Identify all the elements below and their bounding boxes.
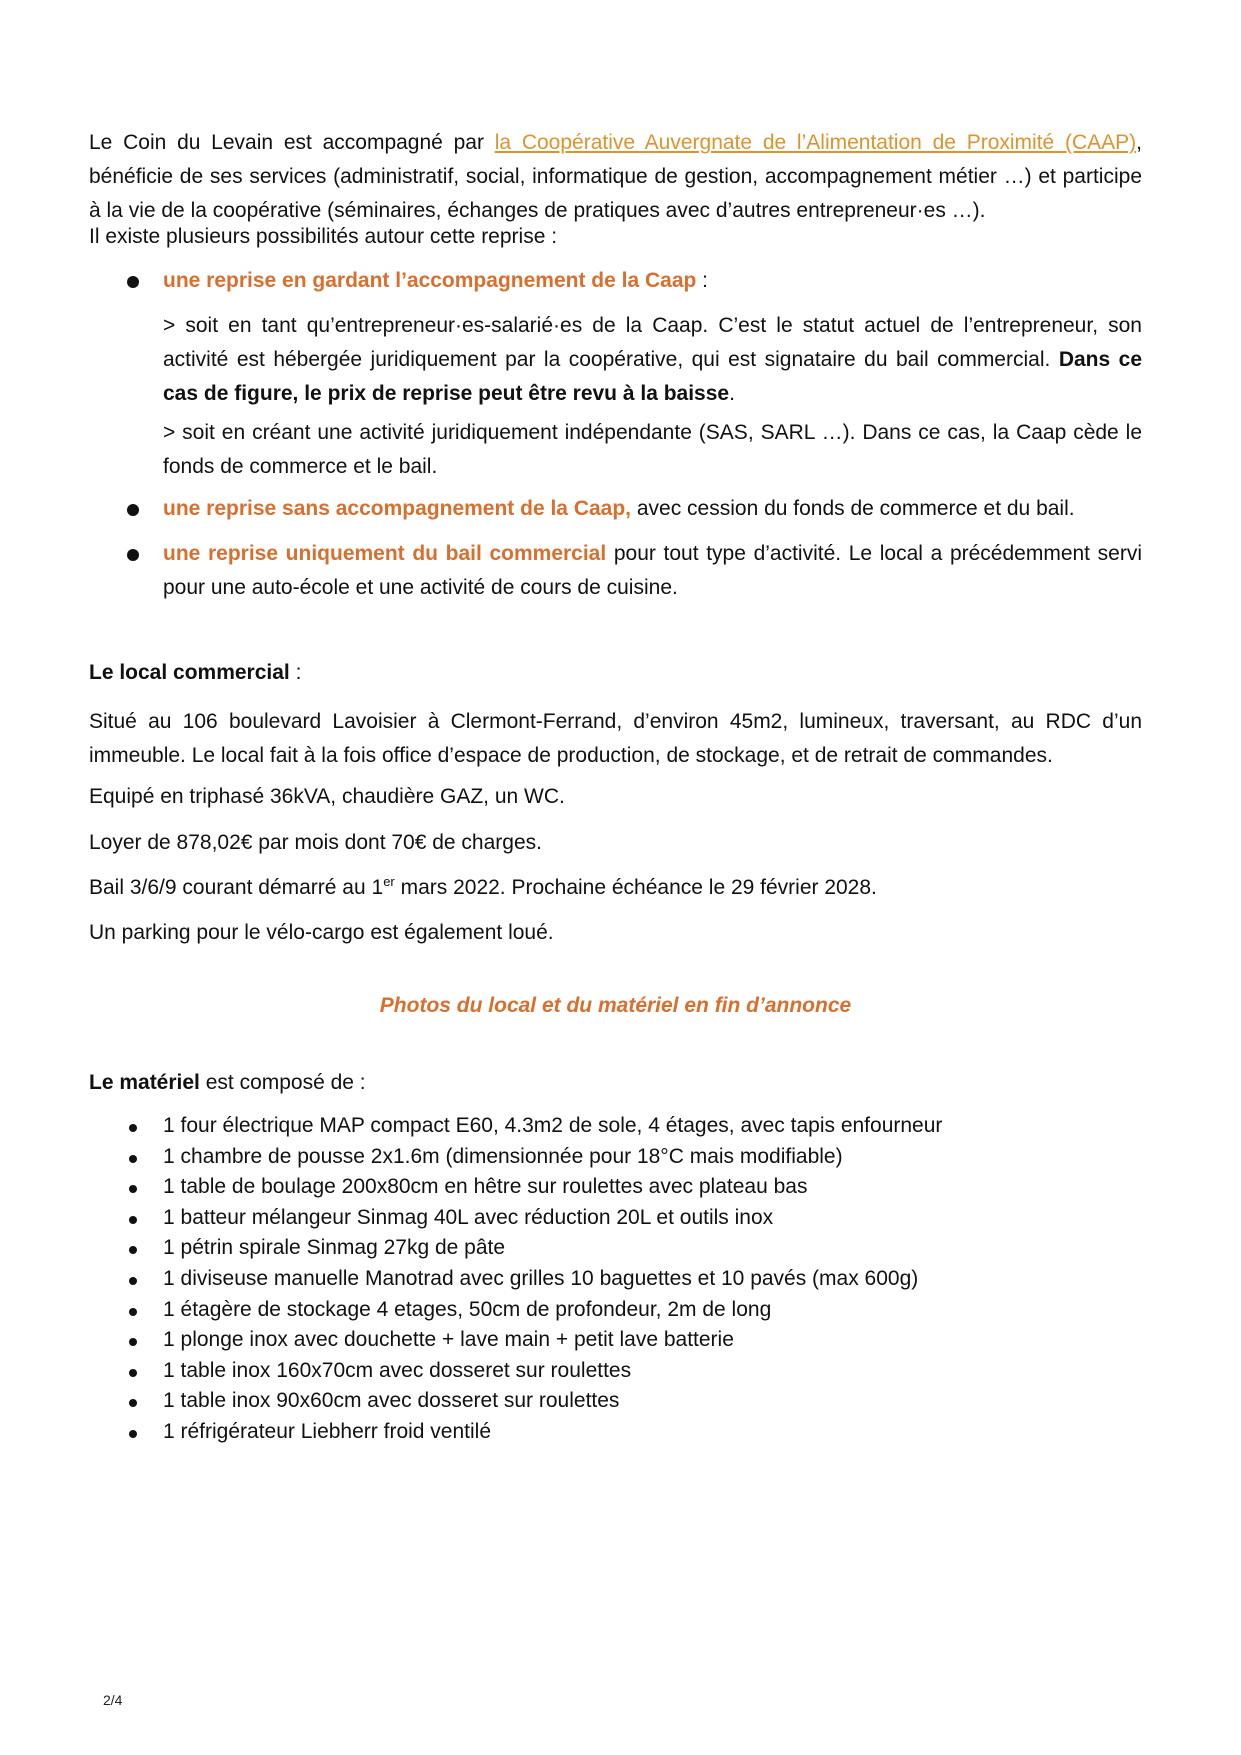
list-item bbox=[89, 1325, 1142, 1356]
option-2 bbox=[89, 492, 1142, 526]
list-item bbox=[89, 1386, 1142, 1417]
list-item-text: 1 plonge inox avec douchette + lave main + petit lave batterie bbox=[163, 1328, 734, 1352]
bullet-icon bbox=[129, 1216, 137, 1224]
list-item bbox=[89, 1142, 1142, 1173]
bullet-icon bbox=[129, 1430, 137, 1438]
materiel-heading bbox=[89, 1066, 366, 1100]
intro-prefix: Le Coin du Levain est accompagné par bbox=[89, 131, 495, 154]
list-item-text: 1 table inox 160x70cm avec dosseret sur roulettes bbox=[163, 1358, 632, 1382]
local-parking: Un parking pour le vélo-cargo est également loué. bbox=[89, 921, 554, 944]
materiel-list bbox=[89, 1111, 1142, 1448]
list-item-text: 1 étagère de stockage 4 etages, 50cm de profondeur, 2m de long bbox=[163, 1297, 772, 1321]
materiel-heading-text: Le matériel bbox=[89, 1071, 200, 1094]
option-3-rest: pour tout type d’activité. Le local a précédemment servi pour une auto-école et une activité de cours de cuisine. bbox=[163, 542, 1142, 599]
list-item bbox=[89, 1356, 1142, 1387]
bullet-icon bbox=[127, 276, 139, 288]
option-1-highlight: une reprise en gardant l’accompagnement de la Caap bbox=[163, 269, 697, 292]
bullet-icon bbox=[129, 1246, 137, 1254]
bullet-icon bbox=[127, 504, 139, 516]
local-heading-text: Le local commercial bbox=[89, 661, 290, 684]
option-2-highlight: une reprise sans accompagnement de la Caap, bbox=[163, 497, 632, 520]
sub-1-end: . bbox=[729, 382, 735, 405]
local-description: Situé au 106 boulevard Lavoisier à Clermont-Ferrand, d’environ 45m2, lumineux, traversant, au RDC d’un immeuble. Le local fait à la fois office d’espace de production, de stockage, et de retrait de commandes. bbox=[89, 710, 1142, 767]
lease-before: Bail 3/6/9 courant démarré au 1 bbox=[89, 876, 384, 899]
list-item-text: 1 table inox 90x60cm avec dosseret sur roulettes bbox=[163, 1389, 620, 1413]
bullet-icon bbox=[129, 1124, 137, 1132]
page-number: 2/4 bbox=[103, 1692, 123, 1708]
bullet-icon bbox=[129, 1338, 137, 1346]
list-item-text: 1 diviseuse manuelle Manotrad avec grilles 10 baguettes et 10 pavés (max 600g) bbox=[163, 1266, 919, 1290]
bullet-icon bbox=[129, 1369, 137, 1377]
bullet-icon bbox=[129, 1399, 137, 1407]
list-item-text: 1 table de boulage 200x80cm en hêtre sur roulettes avec plateau bas bbox=[163, 1175, 808, 1199]
bullet-icon bbox=[129, 1185, 137, 1193]
materiel-heading-suffix: est composé de : bbox=[199, 1071, 366, 1094]
list-item bbox=[89, 1111, 1142, 1142]
local-rent: Loyer de 878,02€ par mois dont 70€ de charges. bbox=[89, 831, 542, 854]
sub-1-text: > soit en tant qu’entrepreneur·es-salarié·es de la Caap. C’est le statut actuel de l’entrepreneur, son activité est hébergée juridiquement par la coopérative, qui est signataire du bail commercial. bbox=[163, 314, 1142, 371]
local-heading-suffix: : bbox=[289, 661, 302, 684]
list-item bbox=[89, 1264, 1142, 1295]
sub-2-text: > soit en créant une activité juridiquement indépendante (SAS, SARL …). Dans ce cas, la Caap cède le fonds de commerce et le bail. bbox=[163, 421, 1142, 478]
option-3 bbox=[89, 537, 1142, 605]
option-3-highlight: une reprise uniquement du bail commercial bbox=[163, 542, 607, 565]
intro-paragraph bbox=[89, 126, 1142, 228]
bullet-icon bbox=[129, 1308, 137, 1316]
bullet-icon bbox=[129, 1155, 137, 1163]
list-item-text: 1 pétrin spirale Sinmag 27kg de pâte bbox=[163, 1236, 506, 1260]
caap-link[interactable]: la Coopérative Auvergnate de l’Alimentation de Proximité (CAAP) bbox=[494, 131, 1137, 154]
option-2-rest: avec cession du fonds de commerce et du bail. bbox=[631, 497, 1075, 520]
list-item bbox=[89, 1295, 1142, 1326]
sub-1-bold: Dans ce cas de figure, le prix de reprise peut être revu à la baisse bbox=[163, 348, 1142, 405]
list-item bbox=[89, 1172, 1142, 1203]
option-1-sub-1 bbox=[89, 309, 1142, 411]
lease-after: mars 2022. Prochaine échéance le 29 février 2028. bbox=[394, 876, 877, 899]
option-1 bbox=[89, 264, 1142, 298]
option-1-rest: : bbox=[696, 269, 708, 292]
bullet-icon bbox=[129, 1277, 137, 1285]
list-item bbox=[89, 1417, 1142, 1448]
option-1-sub-2 bbox=[89, 416, 1142, 484]
list-item bbox=[89, 1203, 1142, 1234]
list-item-text: 1 batteur mélangeur Sinmag 40L avec réduction 20L et outils inox bbox=[163, 1205, 774, 1229]
local-lease bbox=[89, 871, 877, 905]
list-item bbox=[89, 1233, 1142, 1264]
bullet-icon bbox=[127, 549, 139, 561]
lease-sup: er bbox=[383, 874, 395, 889]
intro-suffix: , bénéficie de ses services (administratif, social, informatique de gestion, accompagnement métier …) et participe à la vie de la coopérative (séminaires, échanges de pratiques avec d’autres entrepreneur·es …). bbox=[89, 131, 1142, 222]
list-item-text: 1 chambre de pousse 2x1.6m (dimensionnée pour 18°C mais modifiable) bbox=[163, 1144, 843, 1168]
list-item-text: 1 réfrigérateur Liebherr froid ventilé bbox=[163, 1419, 492, 1443]
local-heading bbox=[89, 656, 301, 690]
possibilities-intro: Il existe plusieurs possibilités autour cette reprise : bbox=[89, 225, 558, 248]
list-item-text: 1 four électrique MAP compact E60, 4.3m2 de sole, 4 étages, avec tapis enfourneur bbox=[163, 1114, 943, 1137]
local-equipment: Equipé en triphasé 36kVA, chaudière GAZ, un WC. bbox=[89, 785, 565, 808]
photos-note: Photos du local et du matériel en fin d’annonce bbox=[379, 994, 852, 1017]
